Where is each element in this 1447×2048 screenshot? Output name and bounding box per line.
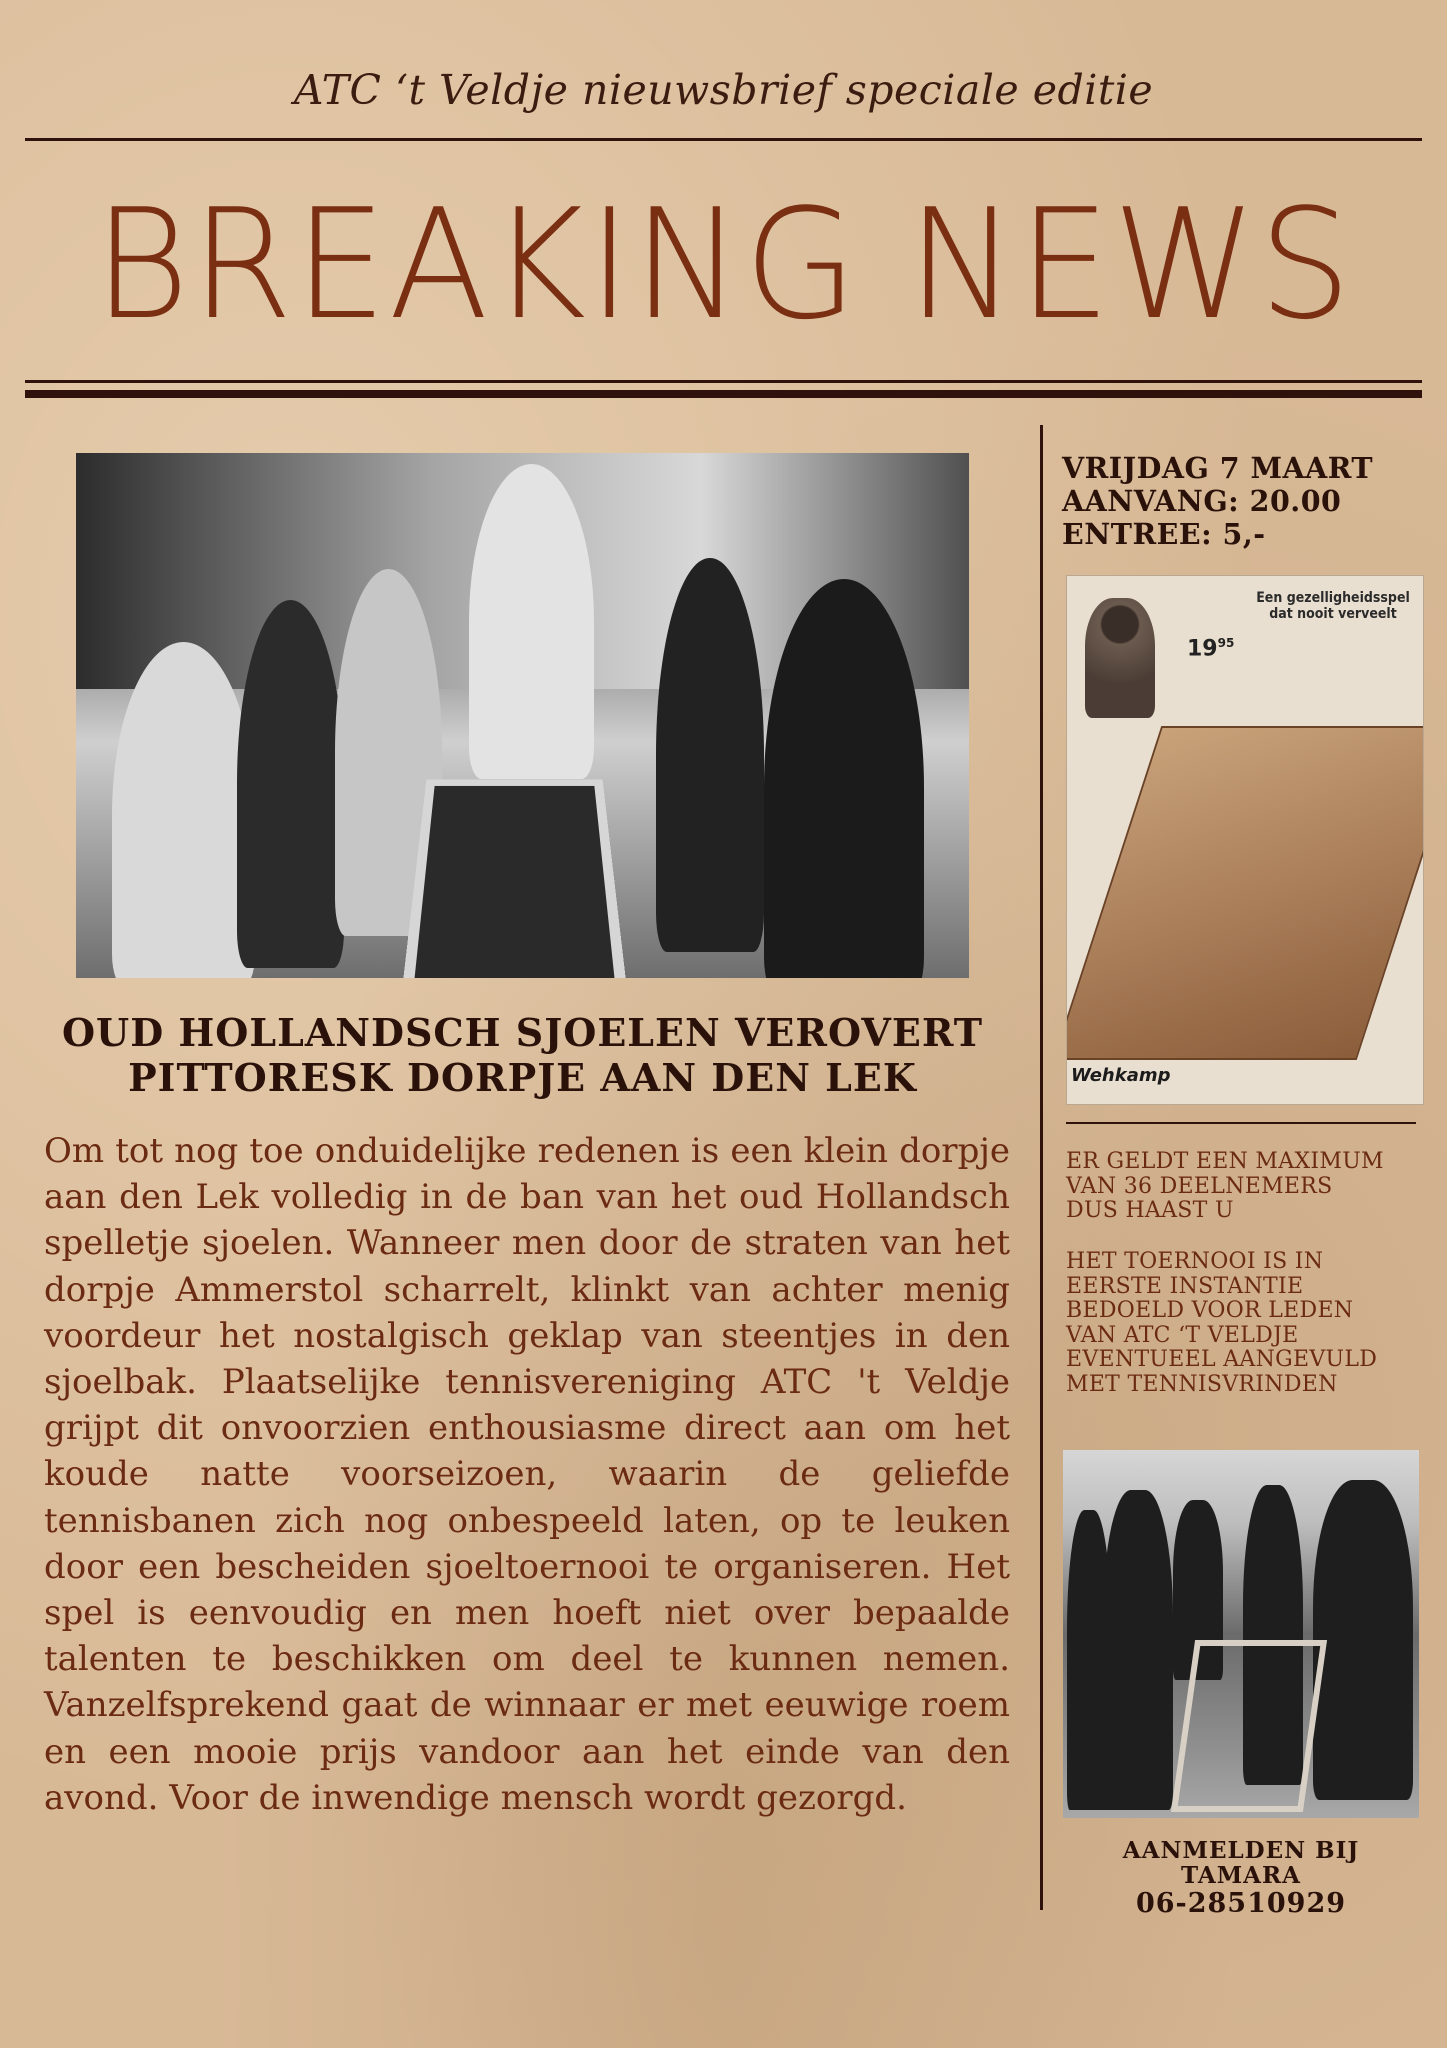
advert-sjoelbak-board <box>1066 726 1424 1060</box>
article-body: Om tot nog toe onduidelijke redenen is een klein dorpje aan den Lek volledig in de ban van het oud Hollandsch spelletje sjoelen. Wanneer men door de straten van het dorpje Ammerstol scharrelt, klinkt van achter menig voordeur het nostalgisch geklap van steentjes in den sjoelbak. Plaatselijke tennisvereniging ATC 't Veldje grijpt dit onvoorzien enthousiasme direct aan om het koude natte voorseizoen, waarin de geliefde tennisbanen zich nog onbespeeld laten, op te leuken door een bescheiden sjoeltoernooi te organiseren. Het spel is eenvoudig en men hoeft niet over bepaalde talenten te beschikken om deel te kunnen nemen. Vanzelfsprekend gaat de winnaar er met eeuwige roem en een mooie prijs vandoor aan het einde van den avond. Voor de inwendige mensch wordt gezorgd. <box>44 1131 1010 1818</box>
note-line: MET TENNISVRINDEN <box>1066 1371 1338 1397</box>
sjoelbak-table <box>400 779 628 978</box>
note-line: EERSTE INSTANTIE <box>1066 1273 1304 1299</box>
signup-info <box>1063 1838 1419 1920</box>
advert-price-whole: 19 <box>1187 636 1218 662</box>
photo-person <box>469 464 594 779</box>
photo-person <box>112 642 255 978</box>
photo-person <box>237 600 344 968</box>
fishermen-sjoelen-photo <box>1063 1450 1419 1818</box>
advert-brand: Wehkamp <box>1071 1065 1171 1086</box>
event-entry-fee: ENTREE: 5,- <box>1062 517 1266 551</box>
edition-line: ATC ‘t Veldje nieuwsbrief speciale editie <box>293 66 1154 114</box>
header-rule-thin <box>25 380 1422 383</box>
event-date: VRIJDAG 7 MAART <box>1062 451 1374 485</box>
right-column-rule <box>1066 1122 1416 1124</box>
photo-person <box>656 558 763 952</box>
photo-person <box>764 579 925 978</box>
photo-sjoelbak-bench <box>1171 1640 1327 1812</box>
advert-price-cents: 95 <box>1217 636 1235 650</box>
event-info <box>1062 452 1422 551</box>
breaking-news-headline: BREAKING NEWS <box>93 176 1354 353</box>
article-title <box>30 1010 1015 1100</box>
column-divider <box>1040 425 1043 1910</box>
note-line: VAN ATC ‘T VELDJE <box>1066 1322 1299 1348</box>
article-title-line: PITTORESK DORPJE AAN DEN LEK <box>128 1055 917 1100</box>
note-line: ER GELDT EEN MAXIMUM <box>1066 1149 1384 1174</box>
note-line: VAN 36 DEELNEMERS <box>1066 1173 1333 1199</box>
note-line: HET TOERNOOI IS IN <box>1066 1249 1324 1274</box>
article-title-line: OUD HOLLANDSCH SJOELEN VEROVERT <box>61 1010 984 1055</box>
advert-price <box>1187 636 1234 661</box>
header-rule-top <box>25 138 1422 141</box>
members-note <box>1066 1250 1426 1397</box>
event-start-time: AANVANG: 20.00 <box>1062 484 1342 518</box>
sjoelen-group-photo <box>76 453 969 978</box>
photo-person <box>1103 1490 1173 1810</box>
participant-limit-note <box>1066 1150 1426 1224</box>
photo-person <box>1313 1480 1413 1800</box>
signup-phone: 06-28510929 <box>1135 1888 1347 1919</box>
signup-label: AANMELDEN BIJ <box>1122 1837 1360 1864</box>
note-line: DUS HAAST U <box>1066 1198 1234 1223</box>
signup-contact-name: TAMARA <box>1181 1862 1301 1889</box>
advert-child-figure <box>1085 598 1155 718</box>
vintage-sjoelbak-advert <box>1066 575 1424 1105</box>
advert-title: Een gezelligheidsspel dat nooit verveelt <box>1256 590 1410 622</box>
note-line: EVENTUEEL AANGEVULD <box>1066 1347 1378 1372</box>
header-rule-thick <box>25 390 1422 398</box>
note-line: BEDOELD VOOR LEDEN <box>1066 1298 1354 1323</box>
